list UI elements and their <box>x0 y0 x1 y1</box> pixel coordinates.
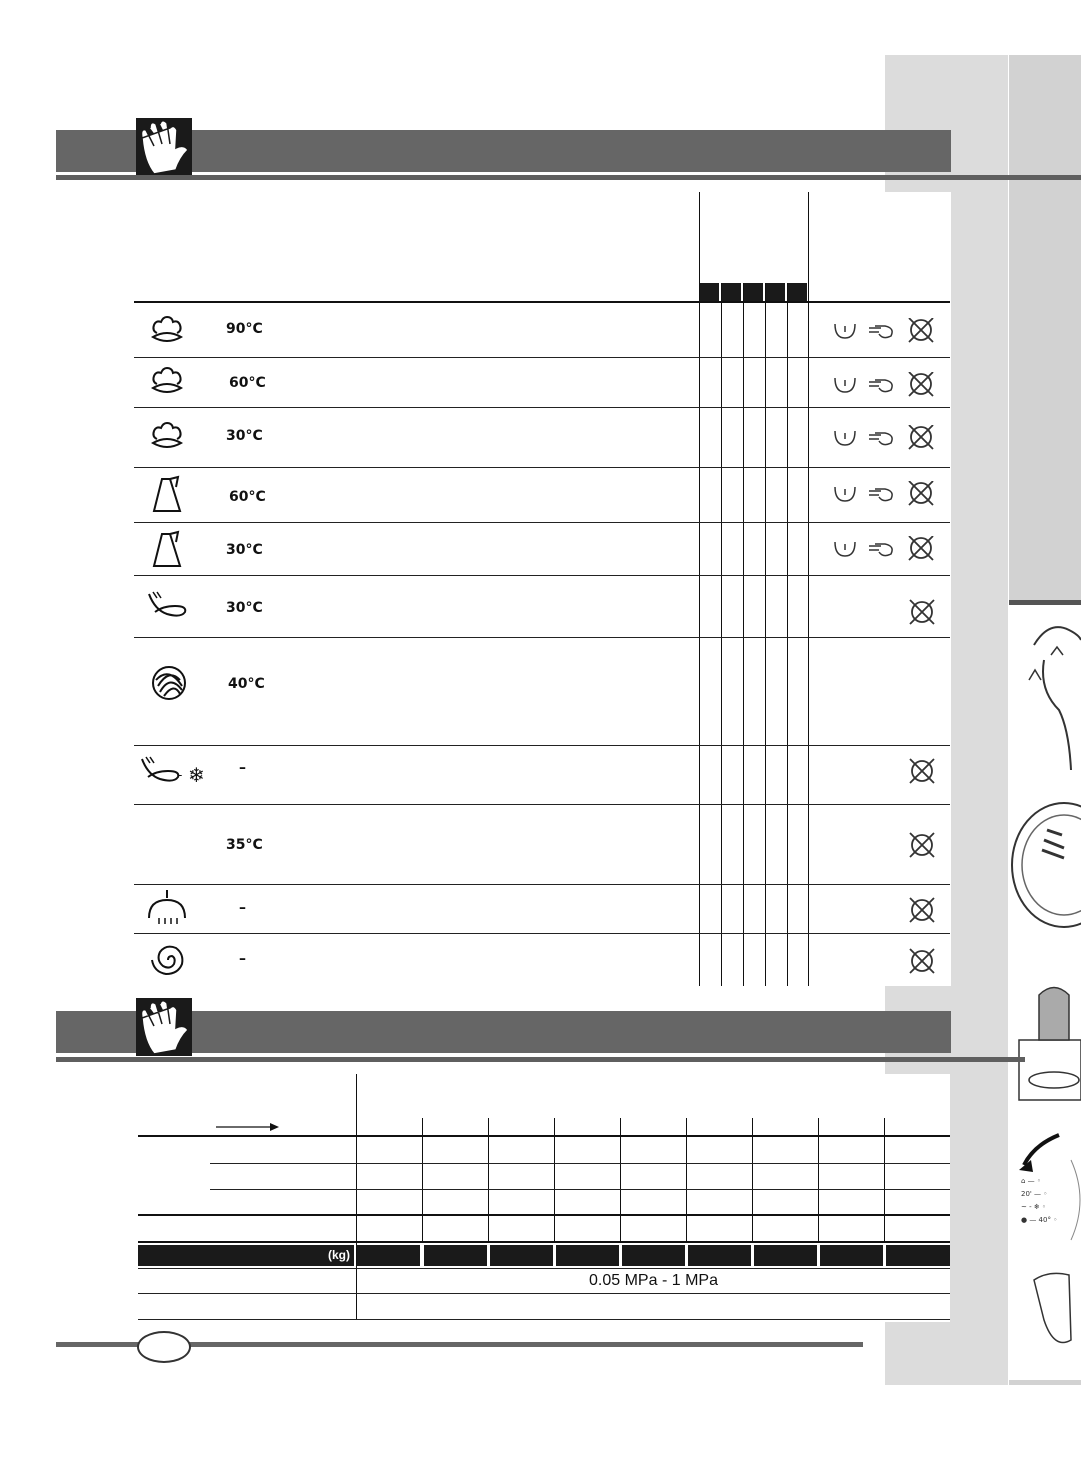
hand-icon <box>136 118 192 176</box>
no-spin-icon <box>909 599 935 630</box>
row-temperature: 30°C <box>226 428 263 444</box>
care-symbols <box>833 536 943 565</box>
illustration-strip <box>1009 600 1081 1380</box>
washing-machine-illustrations <box>1009 600 1081 1380</box>
row-divider <box>134 467 950 468</box>
weight-cell <box>820 1245 883 1266</box>
no-spin-icon <box>909 948 935 979</box>
weight-cell <box>622 1245 685 1266</box>
table-rule <box>138 1241 950 1243</box>
section-header-line <box>56 1057 1025 1062</box>
water-pressure-value: 0.05 MPa - 1 MPa <box>589 1272 718 1289</box>
table-rule <box>134 301 950 303</box>
row-divider <box>134 575 950 576</box>
row-divider <box>134 884 950 885</box>
row-divider <box>210 1189 950 1190</box>
section-header-line <box>56 175 1081 180</box>
cotton-icon <box>150 315 184 350</box>
row-temperature: 90°C <box>226 321 263 337</box>
row-divider <box>134 407 950 408</box>
no-spin-icon <box>909 832 935 863</box>
no-spin-icon <box>909 897 935 928</box>
weight-cell <box>754 1245 817 1266</box>
column-divider <box>808 192 809 302</box>
row-divider <box>134 522 950 523</box>
weight-cell <box>424 1245 487 1266</box>
svg-text:20' — ◦: 20' — ◦ <box>1021 1190 1048 1198</box>
svg-text:❄: ❄ <box>188 763 205 787</box>
row-temperature: – <box>239 760 246 776</box>
compartment-header-cell <box>700 283 719 301</box>
column-divider <box>699 192 700 986</box>
weight-cell <box>688 1245 751 1266</box>
weight-cell <box>490 1245 553 1266</box>
row-divider <box>134 637 950 638</box>
care-symbols <box>833 425 943 454</box>
row-temperature: – <box>239 900 246 916</box>
row-divider <box>210 1163 950 1164</box>
row-temperature: 30°C <box>226 600 263 616</box>
row-divider <box>134 357 950 358</box>
row-temperature: – <box>239 951 246 967</box>
row-temperature: 60°C <box>229 489 266 505</box>
weight-row-label: (kg) <box>138 1245 354 1266</box>
care-column-background <box>810 192 951 986</box>
row-divider <box>134 804 950 805</box>
column-divider <box>743 283 744 986</box>
care-symbols <box>833 481 943 510</box>
delicates-icon <box>145 590 189 629</box>
rinse-icon <box>145 888 189 933</box>
row-divider <box>134 933 950 934</box>
page-number-badge <box>137 1331 191 1363</box>
row-temperature: 30°C <box>226 542 263 558</box>
svg-text:-: - <box>178 768 183 782</box>
weight-cell <box>357 1245 420 1266</box>
column-divider <box>765 283 766 986</box>
hand-icon <box>136 998 192 1056</box>
row-divider <box>138 1293 950 1294</box>
row-temperature: 35°C <box>226 837 263 853</box>
row-temperature: 60°C <box>229 375 266 391</box>
compartment-header-cell <box>788 283 807 301</box>
weight-cell <box>556 1245 619 1266</box>
column-divider <box>721 283 722 986</box>
wool-icon <box>150 664 188 707</box>
compartment-header-cell <box>722 283 741 301</box>
delicates-cold-icon <box>138 755 214 794</box>
spin-icon <box>148 942 188 983</box>
compartment-header-cell <box>766 283 785 301</box>
compartment-header-cell <box>744 283 763 301</box>
weight-cell <box>886 1245 950 1266</box>
row-divider <box>134 745 950 746</box>
cotton-icon <box>150 366 184 401</box>
svg-text:~ - ❄ ◦: ~ - ❄ ◦ <box>1021 1203 1047 1211</box>
synthetics-icon <box>150 530 184 575</box>
row-temperature: 40°C <box>228 676 265 692</box>
care-symbols <box>833 372 943 401</box>
svg-text:● — 40° ◦: ● — 40° ◦ <box>1021 1216 1058 1224</box>
column-divider <box>787 283 788 986</box>
synthetics-icon <box>150 475 184 520</box>
no-spin-icon <box>909 758 935 789</box>
row-divider <box>138 1319 950 1320</box>
table-rule <box>138 1214 950 1216</box>
svg-text:⌂ — ◦: ⌂ — ◦ <box>1021 1177 1042 1185</box>
table-rule <box>138 1135 950 1137</box>
care-symbols <box>833 318 943 347</box>
cotton-icon <box>150 421 184 456</box>
